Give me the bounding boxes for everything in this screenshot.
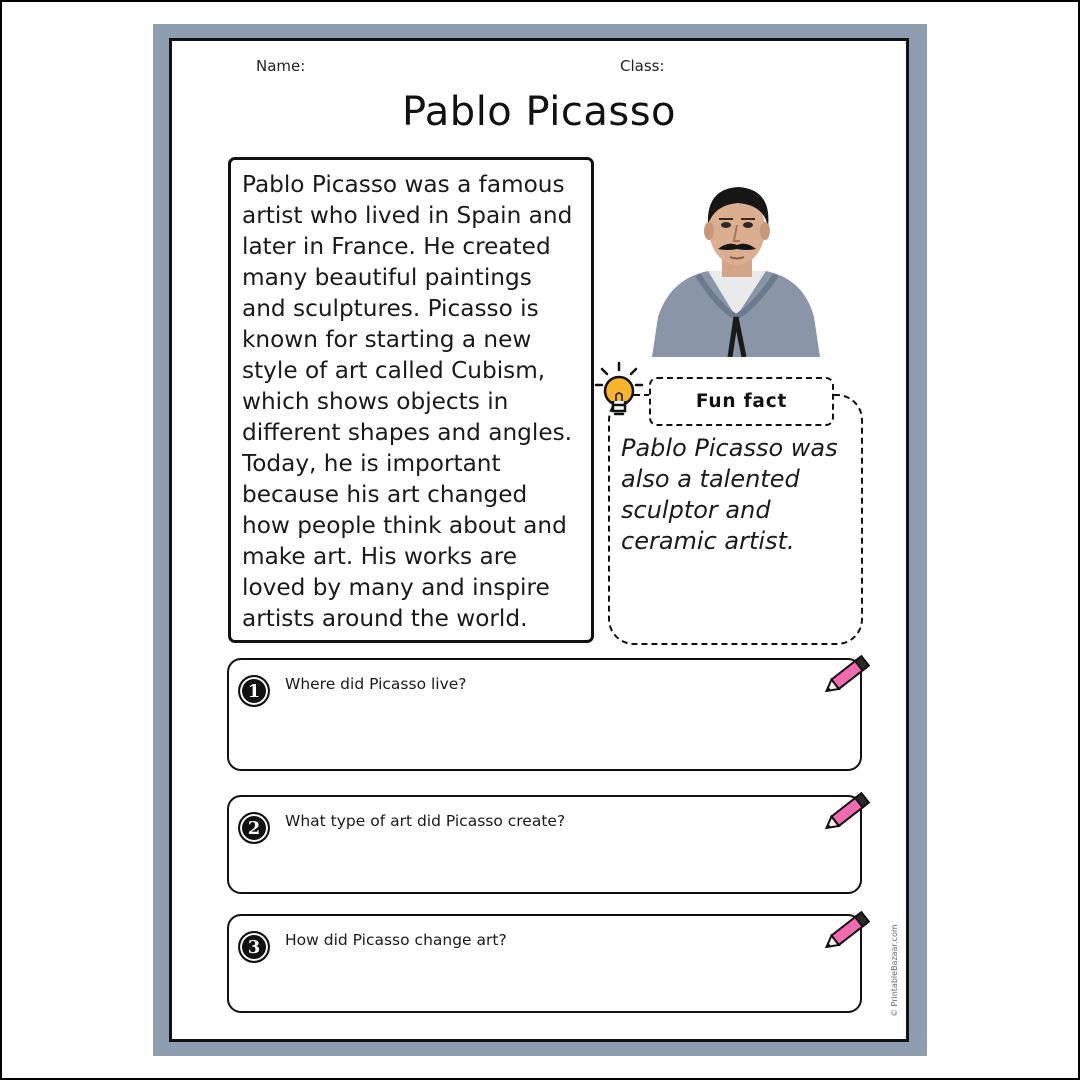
fun-fact-label: Fun fact: [649, 377, 834, 426]
copyright-credit: © PrintableBazaar.com: [890, 924, 899, 1017]
name-label: Name:: [256, 57, 306, 75]
question-box-3[interactable]: [227, 914, 862, 1013]
lightbulb-icon: [594, 361, 644, 425]
worksheet-border: [153, 24, 927, 1056]
picasso-portrait-image: [648, 167, 826, 357]
pencil-icon: [820, 906, 874, 956]
reading-passage: Pablo Picasso was a famous artist who lived in Spain and later in France. He created many beautiful paintings and sculptures. Picasso is known for starting a new style of art called Cubism, which shows objects in different shapes and angles. Today, he is important because his art changed how people think about and make art. His works are loved by many and inspire artists around the world.: [228, 157, 594, 643]
question-box-2[interactable]: [227, 795, 862, 894]
question-text: What type of art did Picasso create?: [285, 812, 566, 830]
fun-fact-text: Pablo Picasso was also a talented sculptor and ceramic artist.: [621, 434, 838, 555]
question-number-badge: 1: [238, 675, 270, 707]
worksheet: [169, 38, 909, 1042]
page-title: Pablo Picasso: [401, 89, 677, 135]
question-number-badge: 2: [238, 812, 270, 844]
question-box-1[interactable]: [227, 658, 862, 771]
pencil-icon: [820, 787, 874, 837]
class-label: Class:: [620, 57, 665, 75]
question-text: How did Picasso change art?: [285, 931, 507, 949]
pencil-icon: [820, 650, 874, 700]
question-text: Where did Picasso live?: [285, 675, 467, 693]
question-number-badge: 3: [238, 931, 270, 963]
